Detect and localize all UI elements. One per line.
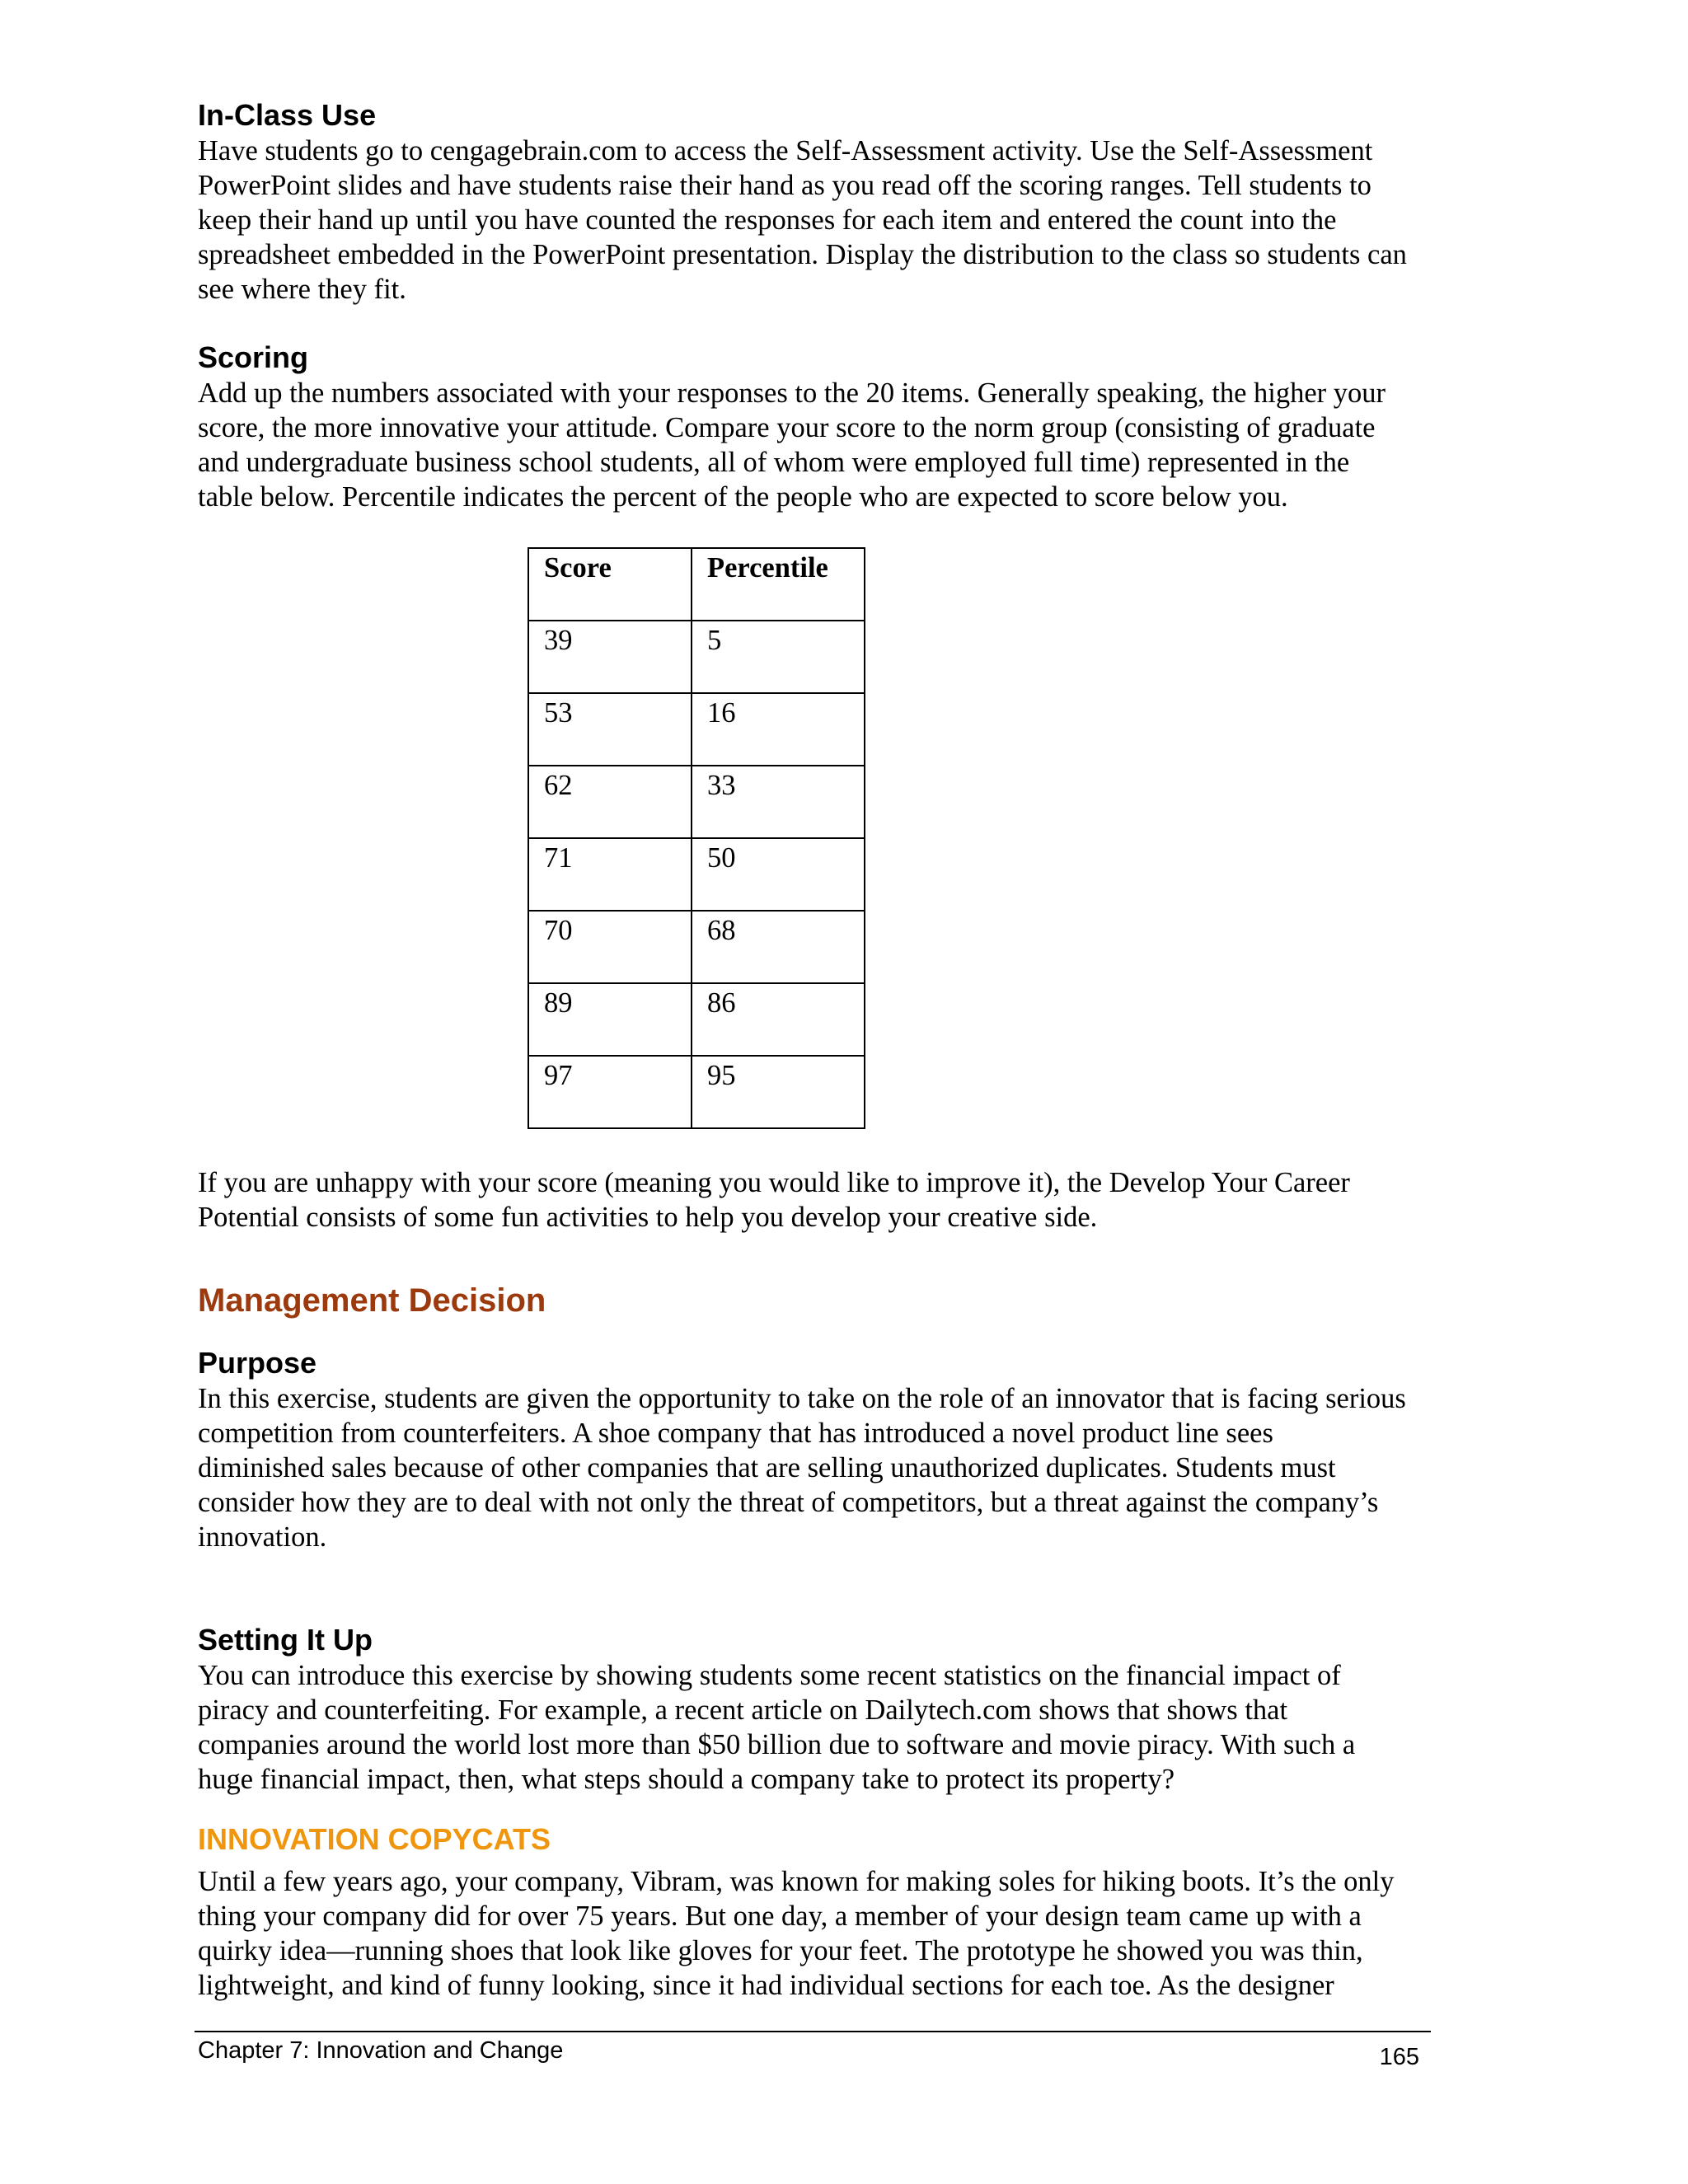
percentile-cell: 16 — [692, 693, 865, 766]
page-content — [198, 97, 1500, 2003]
text-line: Until a few years ago, your company, Vibram, was known for making soles for hiking boots. It’s the only — [198, 1866, 1395, 1897]
percentile-column-header: Percentile — [692, 548, 865, 621]
percentile-cell: 50 — [692, 838, 865, 911]
text-line: piracy and counterfeiting. For example, a recent article on Dailytech.com shows that shows that — [198, 1694, 1288, 1726]
management-decision-heading: Management Decision — [198, 1282, 546, 1319]
table-row — [528, 621, 865, 693]
text-line: quirky idea—running shoes that look like gloves for your feet. The prototype he showed you was thin, — [198, 1935, 1363, 1966]
score-cell: 71 — [528, 838, 692, 911]
score-cell: 62 — [528, 766, 692, 838]
score-cell: 89 — [528, 983, 692, 1056]
text-line: Add up the numbers associated with your responses to the 20 items. Generally speaking, the higher your — [198, 377, 1386, 409]
table-row — [528, 693, 865, 766]
setting-it-up-paragraph — [198, 1658, 1500, 1797]
score-cell: 70 — [528, 911, 692, 983]
text-line: see where they fit. — [198, 274, 406, 305]
text-line: spreadsheet embedded in the PowerPoint presentation. Display the distribution to the class so students can — [198, 239, 1407, 270]
chapter-title: Chapter 7: Innovation and Change — [198, 2037, 564, 2064]
text-line: keep their hand up until you have counted the responses for each item and entered the count into the — [198, 204, 1337, 236]
table-row — [528, 766, 865, 838]
score-cell: 53 — [528, 693, 692, 766]
table-row — [528, 838, 865, 911]
text-line: companies around the world lost more than $50 billion due to software and movie piracy. With such a — [198, 1729, 1356, 1760]
percentile-cell: 33 — [692, 766, 865, 838]
text-line: In this exercise, students are given the opportunity to take on the role of an innovator that is facing serious — [198, 1383, 1406, 1414]
innovation-copycats-heading: INNOVATION COPYCATS — [198, 1822, 551, 1856]
page-footer — [195, 2031, 1431, 2070]
text-line: huge financial impact, then, what steps should a company take to protect its property? — [198, 1764, 1175, 1795]
text-line: If you are unhappy with your score (meaning you would like to improve it), the Develop Your Career — [198, 1167, 1350, 1198]
in-class-use-heading: In-Class Use — [198, 98, 377, 132]
table-header-row — [528, 548, 865, 621]
scoring-paragraph — [198, 376, 1500, 514]
table-row — [528, 911, 865, 983]
text-line: consider how they are to deal with not only the threat of competitors, but a threat against the company’s — [198, 1487, 1379, 1518]
text-line: You can introduce this exercise by showing students some recent statistics on the financial impact of — [198, 1660, 1341, 1691]
percentile-cell: 95 — [692, 1056, 865, 1128]
text-line: thing your company did for over 75 years. But one day, a member of your design team came up with a — [198, 1900, 1362, 1932]
score-cell: 39 — [528, 621, 692, 693]
text-line: competition from counterfeiters. A shoe company that has introduced a novel product line sees — [198, 1418, 1273, 1449]
text-line: Have students go to cengagebrain.com to access the Self-Assessment activity. Use the Self-Assessment — [198, 135, 1373, 166]
text-line: diminished sales because of other companies that are selling unauthorized duplicates. Students must — [198, 1452, 1336, 1483]
score-cell: 97 — [528, 1056, 692, 1128]
text-line: table below. Percentile indicates the percent of the people who are expected to score below you. — [198, 481, 1288, 513]
page-number: 165 — [1379, 2044, 1419, 2070]
scoring-heading: Scoring — [198, 340, 309, 374]
purpose-paragraph — [198, 1381, 1500, 1554]
score-percentile-table — [528, 547, 865, 1129]
text-line: innovation. — [198, 1521, 327, 1553]
text-line: lightweight, and kind of funny looking, since it had individual sections for each toe. As the designer — [198, 1970, 1334, 2001]
score-column-header: Score — [528, 548, 692, 621]
in-class-use-paragraph — [198, 134, 1500, 307]
table-row — [528, 1056, 865, 1128]
percentile-cell: 68 — [692, 911, 865, 983]
table-row — [528, 983, 865, 1056]
purpose-heading: Purpose — [198, 1346, 317, 1380]
innovation-copycats-paragraph — [198, 1864, 1500, 2003]
percentile-cell: 5 — [692, 621, 865, 693]
unhappy-paragraph — [198, 1165, 1500, 1235]
text-line: score, the more innovative your attitude. Compare your score to the norm group (consisting of graduate — [198, 412, 1376, 443]
text-line: PowerPoint slides and have students raise their hand as you read off the scoring ranges. Tell students to — [198, 170, 1372, 201]
setting-it-up-heading: Setting It Up — [198, 1623, 373, 1657]
text-line: and undergraduate business school students, all of whom were employed full time) represented in the — [198, 447, 1350, 478]
text-line: Potential consists of some fun activities to help you develop your creative side. — [198, 1202, 1098, 1233]
percentile-cell: 86 — [692, 983, 865, 1056]
